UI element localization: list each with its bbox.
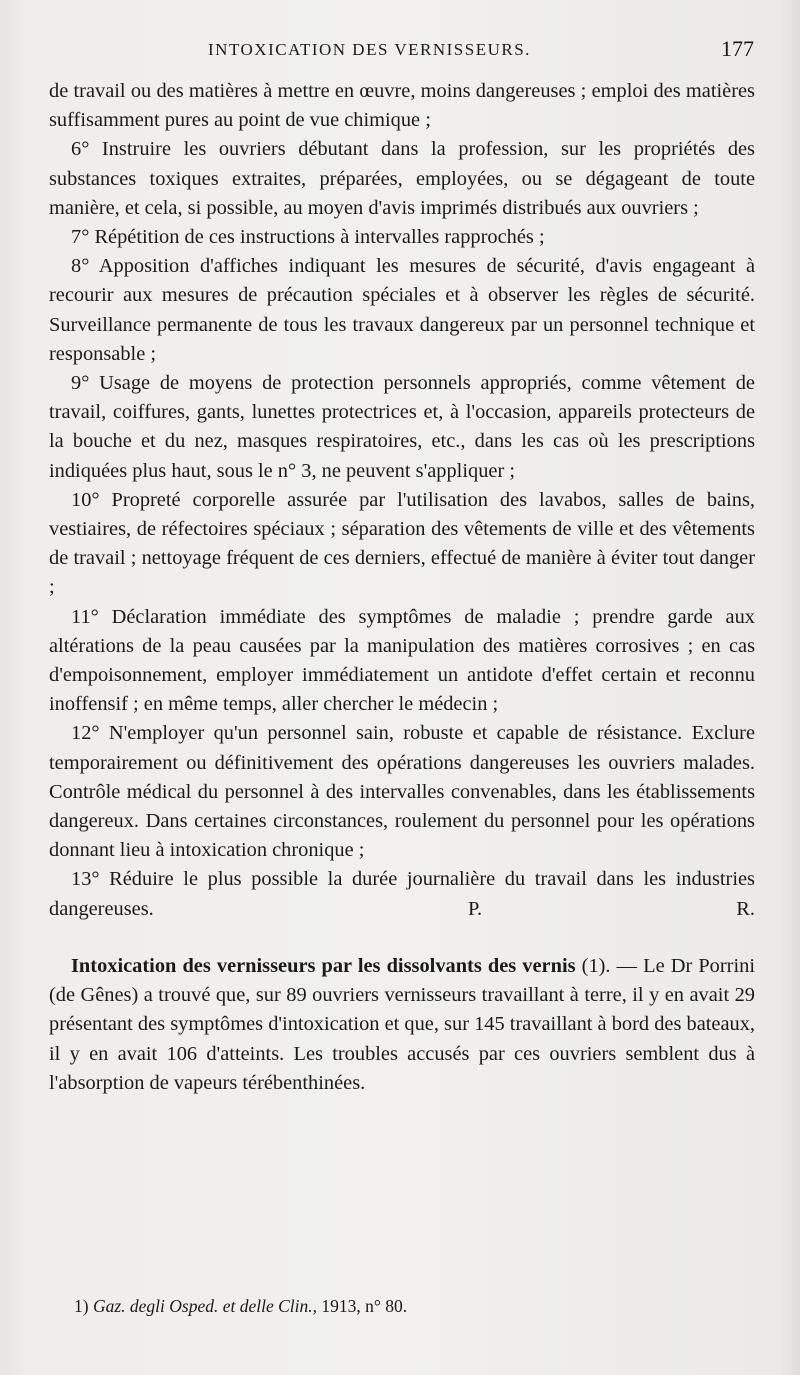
section-title: Intoxication des vernisseurs par les dissolvants des vernis bbox=[71, 954, 576, 977]
footnote bbox=[74, 1296, 754, 1317]
list-item-13-text: 13° Réduire le plus possible la durée journalière du travail dans les industries dangereuses. bbox=[49, 868, 755, 920]
paragraph-continued: de travail ou des matières à mettre en œuvre, moins dangereuses ; emploi des matières suffisamment pures au point de vue chimique ; bbox=[49, 80, 755, 132]
page-header bbox=[48, 36, 758, 70]
section-gap bbox=[49, 924, 755, 952]
body-text bbox=[49, 77, 755, 1098]
running-title: INTOXICATION DES VERNISSEURS. bbox=[208, 40, 531, 59]
list-item-6: 6° Instruire les ouvriers débutant dans la profession, sur les propriétés des substances toxiques extraites, préparées, employées, ou se dégageant de toute manière, et cela, si possible, au moyen d'avis imprimés distribués aux ouvriers ; bbox=[49, 138, 755, 219]
list-item-11: 11° Déclaration immédiate des symptômes de maladie ; prendre garde aux altérations de la peau causées par la manipulation des matières corrosives ; en cas d'empoisonnement, employer immédiatement un antidote d'effet certain et reconnu inoffensif ; en même temps, aller chercher le médecin ; bbox=[49, 605, 755, 716]
footnote-source: Gaz. degli Osped. et delle Clin., bbox=[92, 1296, 318, 1316]
footnote-detail: 1913, n° 80. bbox=[321, 1296, 408, 1316]
list-item-8: 8° Apposition d'affiches indiquant les mesures de sécurité, d'avis engageant à recourir aux mesures de précaution spéciales et à observer les règles de sécurité. Surveillance permanente de tous les travaux dangereux par un personnel technique et responsable ; bbox=[49, 255, 755, 365]
section-paragraph bbox=[49, 952, 755, 1098]
section-body: — Le Dr Porrini (de Gênes) a trouvé que, sur 89 ouvriers vernisseurs travaillant à terre, il y en avait 29 présentant des symptômes d'intoxication et que, sur 145 travaillant à bord des bateaux, il y en avait 106 d'atteints. Les troubles accusés par ces ouvriers semblent dus à l'absorption de vapeurs térébenthinées. bbox=[49, 954, 755, 1094]
page-number: 177 bbox=[721, 36, 754, 61]
list-item-13 bbox=[49, 865, 755, 923]
list-item-10: 10° Propreté corporelle assurée par l'utilisation des lavabos, salles de bains, vestiaires, de réfectoires spéciaux ; séparation des vêtements de ville et des vêtements de travail ; nettoyage fréquent de ces derniers, effectué de manière à éviter tout danger ; bbox=[49, 488, 755, 599]
list-item-12: 12° N'employer qu'un personnel sain, robuste et capable de résistance. Exclure temporairement ou définitivement des opérations dangereuses les ouvriers malades. Contrôle médical du personnel à des intervalles convenables, dans les établissements dangereux. Dans certaines circonstances, roulement du personnel pour les opérations donnant lieu à intoxication chronique ; bbox=[49, 722, 755, 862]
footnote-marker: 1) bbox=[74, 1296, 89, 1316]
list-item-7: 7° Répétition de ces instructions à intervalles rapprochés ; bbox=[71, 226, 545, 249]
list-item-9: 9° Usage de moyens de protection personnels appropriés, comme vêtement de travail, coiffures, gants, lunettes protectrices et, à l'occasion, appareils protecteurs de la bouche et du nez, masques respiratoires, etc., dans les cas où les prescriptions indiquées plus haut, sous le n° 3, ne peuvent s'appliquer ; bbox=[49, 372, 755, 482]
footnote-reference: (1). bbox=[581, 954, 611, 977]
author-signature: P. R. bbox=[467, 897, 755, 920]
